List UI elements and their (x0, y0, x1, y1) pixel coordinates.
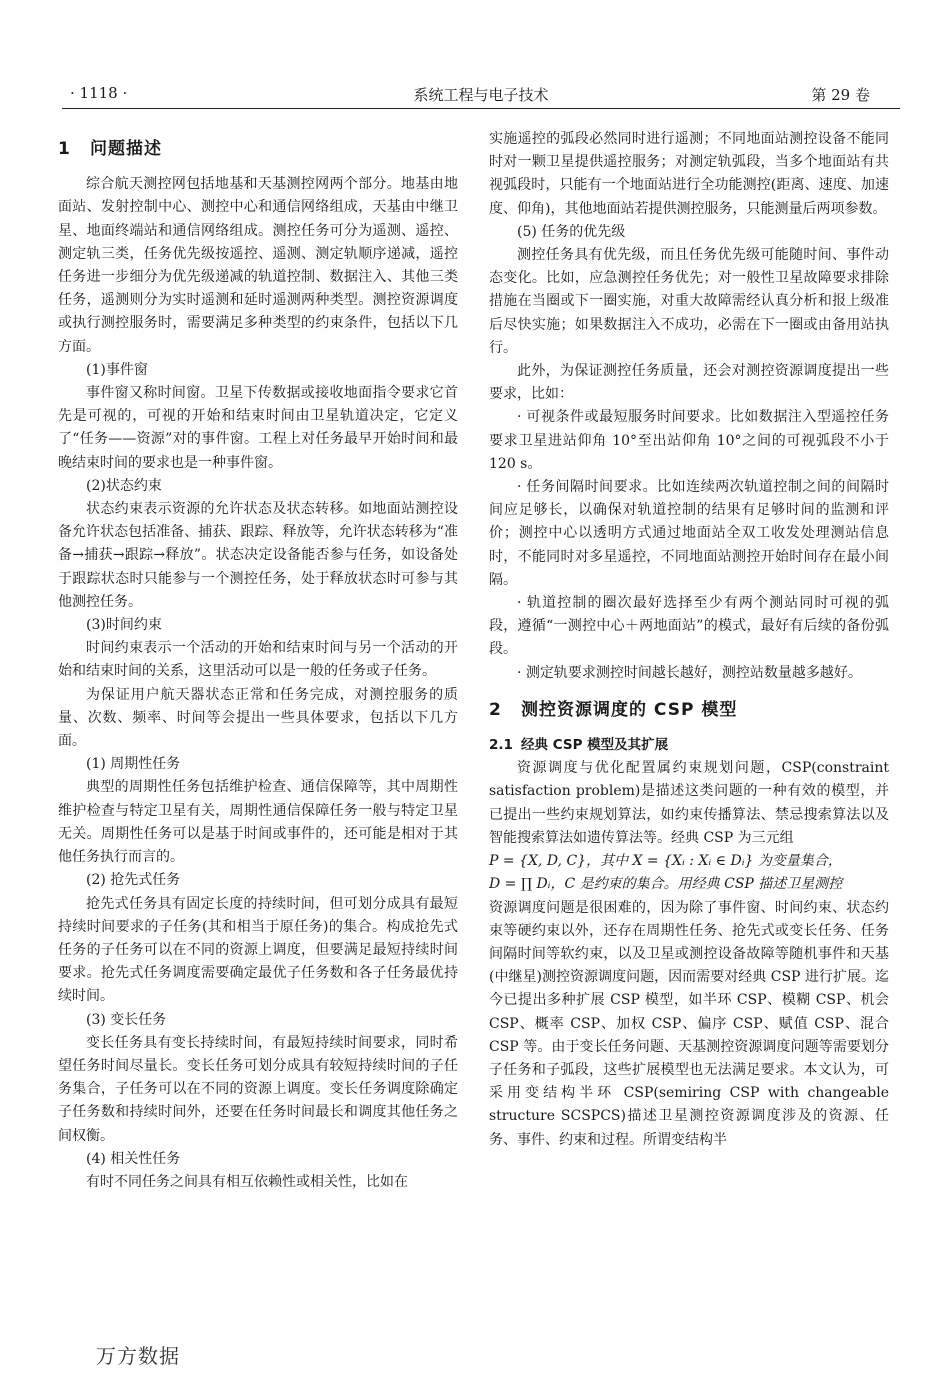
page-number: · 1118 · (70, 84, 128, 102)
paragraph: 资源调度与优化配置属约束规划问题，CSP(constraint satisfaction problem)是描述这类问题的一种有效的模型，并已提出一些约束规划算法，如约束传播算法、禁忌搜索算法以及智能搜索算法如遗传算法等。经典 CSP 为三元组 (489, 760, 889, 846)
section-2-heading (489, 699, 889, 722)
bullet-item: · 测定轨要求测控时间越长越好，测控站数量越多越好。 (517, 664, 862, 681)
section-1-heading (58, 138, 458, 161)
subheading: (3) 变长任务 (86, 1011, 167, 1028)
subheading: (4) 相关性任务 (86, 1150, 181, 1167)
paragraph: 状态约束表示资源的允许状态及状态转移。如地面站测控设备允许状态包括准备、捕获、跟踪、释放等，允许状态转移为“准备→捕获→跟踪→释放”。状态决定设备能否参与任务，如设备处于跟踪状态时只能参与一个测控任务，处于释放状态时可参与其他测控任务。 (58, 501, 458, 610)
paragraph: 时间约束表示一个活动的开始和结束时间与另一个活动的开始和结束时间的关系，这里活动可以是一般的任务或子任务。 (58, 640, 458, 680)
paragraph: 典型的周期性任务包括维护检查、通信保障等，其中周期性维护检查与特定卫星有关，周期性通信保障任务一般与特定卫星无关。周期性任务可以是基于时间或事件的，还可能是相对于其他任务执行而言的。 (58, 779, 458, 866)
subheading: (5) 任务的优先级 (517, 223, 626, 240)
subheading: (2)状态约束 (86, 477, 162, 494)
subheading: (3)时间约束 (86, 617, 162, 634)
formula-line: D = ∏ Dᵢ，C 是约束的集合。用经典 CSP 描述卫星测控 (489, 876, 843, 893)
section-number: 1 (58, 139, 71, 159)
paragraph: 变长任务具有变长持续时间，有最短持续时间要求，同时希望任务时间尽量长。变长任务可划分成具有较短持续时间的子任务集合，子任务可以在不同的资源上调度。变长任务调度除确定子任务数和持续时间外，还要在任务时间最长和调度其他任务之间权衡。 (58, 1034, 458, 1144)
bullet-item: · 轨道控制的圈次最好选择至少有两个测站同时可视的弧段，遵循“一测控中心＋两地面站”的模式，最好有后续的备份弧段。 (489, 595, 889, 658)
bullet-item: · 可视条件或最短服务时间要求。比如数据注入型遥控任务要求卫星进站仰角 10°至出站仰角 10°之间的可视弧段不小于 120 s。 (489, 409, 889, 472)
subsection-title: 经典 CSP 模型及其扩展 (521, 737, 669, 754)
paragraph: 资源调度问题是很困难的，因为除了事件窗、时间约束、状态约束等硬约束以外，还存在周期性任务、抢先式或变长任务、任务间隔时间等软约束，以及卫星或测控设备故障等随机事件和天基(中继星)测控资源调度问题，因而需要对经典 CSP 进行扩展。迄今已提出多种扩展 CSP 模型，如半环 CSP、模糊 CSP、机会 CSP、概率 CSP、加权 CSP、偏序 CSP、赋值 CSP、混合 CSP 等。由于变长任务问题、天基测控资源调度问题等需要划分子任务和子弧段，这些扩展模型也无法满足要求。本文认为，可采用变结构半环 CSP(semiring CSP with changeable structure SCSPCS)描述卫星测控资源调度涉及的资源、任务、事件、约束和过程。所谓变结构半 (489, 899, 889, 1148)
paragraph: 有时不同任务之间具有相互依赖性或相关性，比如在 (86, 1173, 408, 1190)
paragraph: 测控任务具有优先级，而且任务优先级可能随时间、事件动态变化。比如，应急测控任务优先；对一般性卫星故障要求排除措施在当圈或下一圈实施，对重大故障需经认真分析和报上级准后尽快实施；如果数据注入不成功，必需在下一圈或由备用站执行。 (489, 247, 889, 356)
paragraph: 综合航天测控网包括地基和天基测控网两个部分。地基由地面站、发射控制中心、测控中心和通信网络组成，天基由中继卫星、地面终端站和通信网络组成。测控任务可分为遥测、遥控、测定轨三类，任务优先级按遥控、遥测、测定轨顺序递减，遥控任务进一步细分为优先级递减的轨道控制、数据注入、其他三类任务，遥测则分为实时遥测和延时遥测两种类型。测控资源调度或执行测控服务时，需要满足多种类型的约束条件，包括以下几方面。 (58, 176, 458, 355)
journal-title: 系统工程与电子技术 (413, 86, 549, 104)
subsection-2-1-heading (489, 734, 889, 757)
subheading: (1)事件窗 (86, 361, 148, 378)
section-title: 问题描述 (90, 139, 162, 159)
paragraph: 此外，为保证测控任务质量，还会对测控资源调度提出一些要求，比如： (489, 363, 889, 403)
subheading: (1) 周期性任务 (86, 756, 181, 773)
page-header (62, 82, 900, 109)
bullet-item: · 任务间隔时间要求。比如连续两次轨道控制之间的间隔时间应足够长，以确保对轨道控制的结果有足够时间的监测和评价；测控中心以透明方式通过地面站全双工收发处理测站信息时，不能同时对多星遥控，不同地面站测控开始时间存在最小间隔。 (489, 479, 889, 588)
subheading: (2) 抢先式任务 (86, 872, 181, 889)
section-title: 测控资源调度的 CSP 模型 (521, 699, 738, 720)
left-column (58, 128, 458, 1194)
right-column (489, 128, 889, 1152)
paragraph: 为保证用户航天器状态正常和任务完成，对测控服务的质量、次数、频率、时间等会提出一些具体要求，包括以下几方面。 (58, 686, 458, 750)
formula-line: P = {X, D, C}，其中 X = {Xᵢ : Xᵢ ∈ Dᵢ} 为变量集合， (489, 853, 842, 870)
watermark: 万方数据 (96, 1344, 180, 1368)
subsection-number: 2.1 (489, 737, 513, 754)
paragraph: 事件窗又称时间窗。卫星下传数据或接收地面指令要求它首先是可视的，可视的开始和结束时间由卫星轨道决定，它定义了“任务——资源”对的事件窗。工程上对任务最早开始时间和最晚结束时间的要求也是一种事件窗。 (58, 385, 458, 471)
section-number: 2 (489, 699, 502, 720)
volume-number: 第 29 卷 (811, 86, 870, 104)
paragraph: 实施遥控的弧段必然同时进行遥测；不同地面站测控设备不能同时对一颗卫星提供遥控服务；对测定轨弧段，当多个地面站有共视弧段时，只能有一个地面站进行全功能测控(距离、速度、加速度、仰角)，其他地面站若提供测控服务，只能测量后两项参数。 (489, 131, 889, 217)
paragraph: 抢先式任务具有固定长度的持续时间，但可划分成具有最短持续时间要求的子任务(其和相当于原任务)的集合。构成抢先式任务的子任务可以在不同的资源上调度，但要满足最短持续时间要求。抢先式任务调度需要确定最优子任务数和各子任务最优持续时间。 (58, 895, 458, 1005)
